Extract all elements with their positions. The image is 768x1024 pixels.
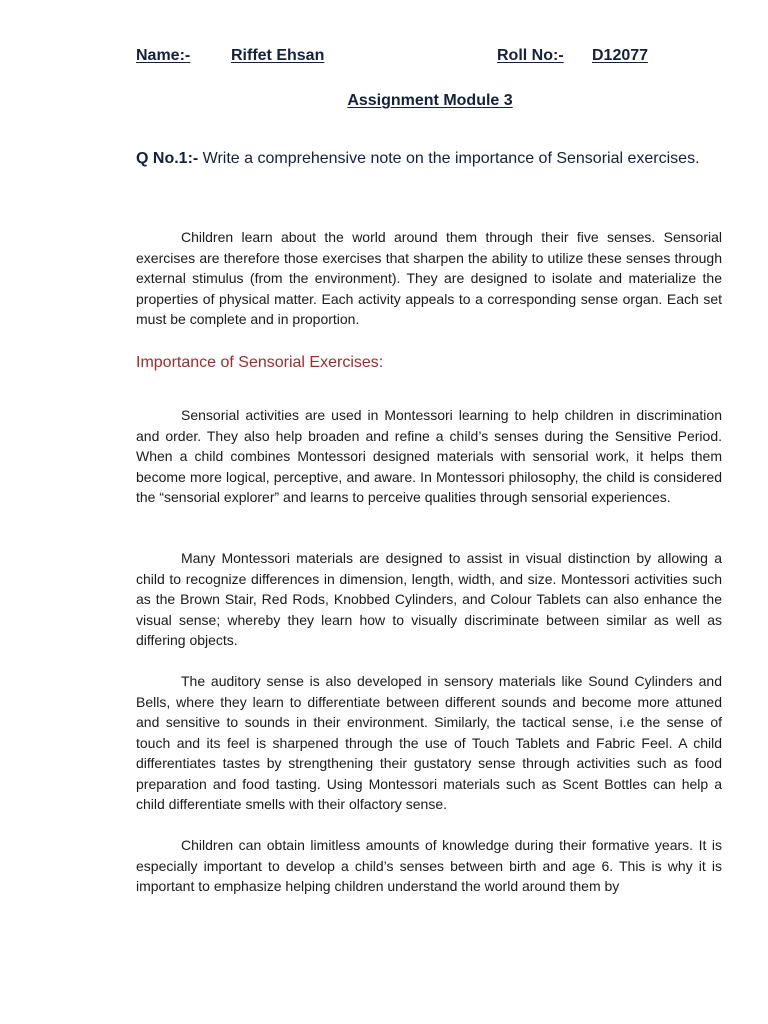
section-heading: Importance of Sensorial Exercises: bbox=[136, 354, 384, 371]
body-paragraph-1 bbox=[136, 405, 722, 508]
paragraph-text: The auditory sense is also developed in sensory materials like Sound Cylinders and Bells, where they learn to differentiate between different sounds and become more attuned and sensitive to sounds in their environment. Similarly, the tactical sense, i.e the sense of touch and its feel is sharpened through the use of Touch Tablets and Fabric Feel. A child differentiates tastes by strengthening their gustatory sense through activities such as food preparation and food tasting. Using Montessori materials such as Scent Bottles can help a child differentiate smells with their olfactory sense. bbox=[136, 673, 722, 812]
assignment-title: Assignment Module 3 bbox=[347, 92, 513, 109]
paragraph-text: Children can obtain limitless amounts of knowledge during their formative years. It is especially important to develop a child’s senses between birth and age 6. This is why it is important to emphasize helping children understand the world around them by bbox=[136, 837, 722, 894]
intro-paragraph bbox=[136, 227, 722, 330]
intro-paragraph-text: Children learn about the world around them through their five senses. Sensorial exercises are therefore those exercises that sharpen the ability to utilize these senses through external stimulus (from the environment). They are designed to isolate and materialize the properties of physical matter. Each activity appeals to a corresponding sense organ. Each set must be complete and in proportion. bbox=[136, 229, 722, 327]
body-paragraph-3 bbox=[136, 671, 722, 815]
roll-number-label: Roll No:- bbox=[497, 47, 564, 64]
student-name: Riffet Ehsan bbox=[231, 47, 325, 64]
name-label: Name:- bbox=[136, 47, 191, 64]
roll-number: D12077 bbox=[592, 47, 649, 64]
body-paragraph-2 bbox=[136, 548, 722, 651]
question-text: Write a comprehensive note on the importance of Sensorial exercises. bbox=[198, 150, 700, 167]
body-paragraph-4 bbox=[136, 835, 722, 897]
student-info-line bbox=[136, 47, 656, 69]
question bbox=[136, 147, 722, 171]
paragraph-text: Many Montessori materials are designed to assist in visual distinction by allowing a child to recognize differences in dimension, length, width, and size. Montessori activities such as the Brown Stair, Red Rods, Knobbed Cylinders, and Colour Tablets can also enhance the visual sense; whereby they learn how to visually discriminate between similar as well as differing objects. bbox=[136, 550, 722, 648]
paragraph-text: Sensorial activities are used in Montessori learning to help children in discrimination and order. They also help broaden and refine a child’s senses during the Sensitive Period. When a child combines Montessori designed materials with sensorial work, it helps them become more logical, perceptive, and aware. In Montessori philosophy, the child is considered the “sensorial explorer” and learns to perceive qualities through sensorial experiences. bbox=[136, 407, 722, 505]
question-label: Q No.1:- bbox=[136, 150, 199, 167]
